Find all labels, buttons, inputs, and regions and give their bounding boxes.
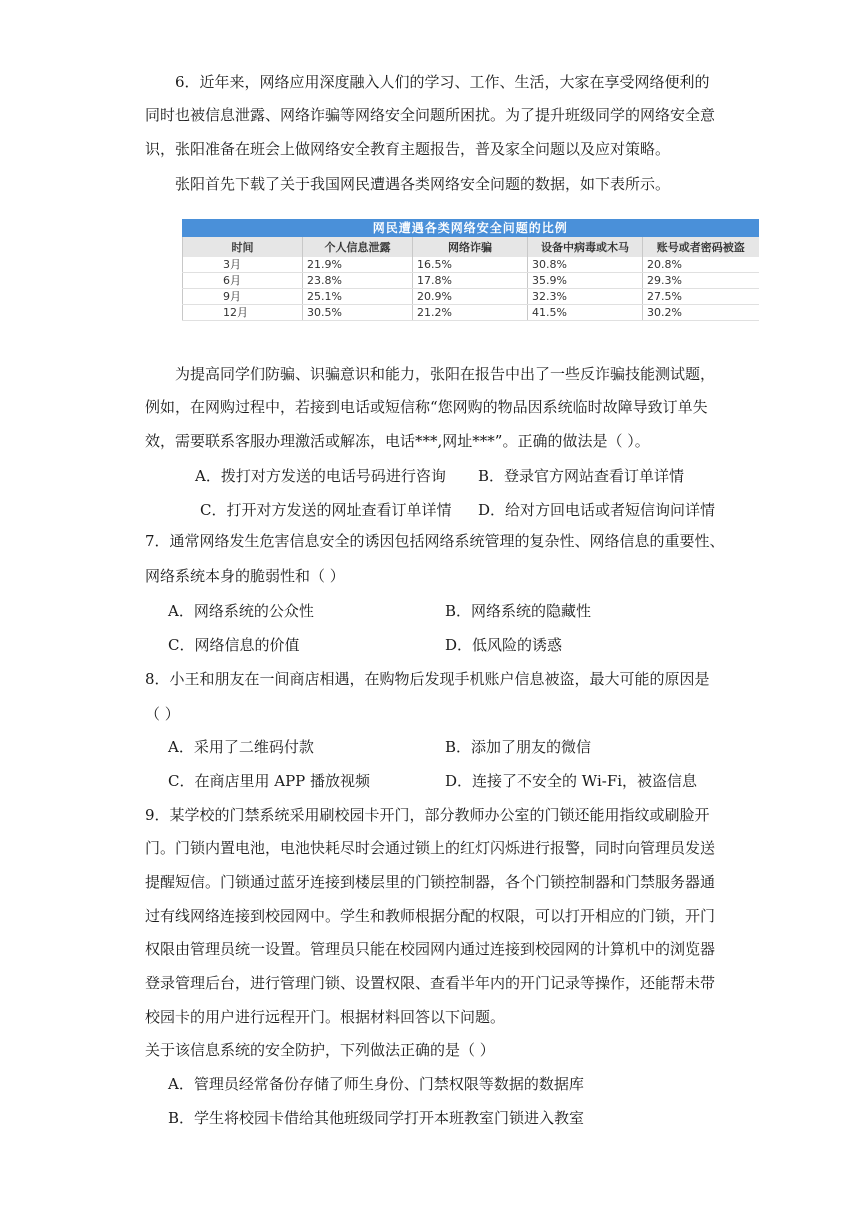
table-cell: 21.2% [413, 305, 528, 321]
table-cell: 23.8% [303, 273, 413, 289]
table-header-cell: 账号或者密码被盗 [643, 237, 759, 257]
table-cell: 25.1% [303, 289, 413, 305]
q8-option-a[interactable]: A．采用了二维码付款 [168, 738, 314, 756]
table-cell: 29.3% [643, 273, 759, 289]
table-cell: 30.8% [528, 257, 643, 273]
q7-option-d[interactable]: D．低风险的诱惑 [445, 636, 563, 654]
table-header-cell: 设备中病毒或木马 [528, 237, 643, 257]
table-cell: 9月 [183, 289, 303, 305]
table-header-cell: 网络诈骗 [413, 237, 528, 257]
q6-option-b[interactable]: B．登录官方网站查看订单详情 [478, 467, 685, 485]
q6-question-line-2: 例如，在网购过程中，若接到电话或短信称“您网购的物品因系统临时故障导致订单失 [145, 398, 708, 416]
security-issues-table [182, 219, 759, 321]
q8-option-b[interactable]: B．添加了朋友的微信 [445, 738, 592, 756]
table-header-row [183, 237, 759, 257]
table-row [183, 305, 759, 321]
table-cell: 20.8% [643, 257, 759, 273]
table-cell: 6月 [183, 273, 303, 289]
table-cell: 20.9% [413, 289, 528, 305]
q8-option-c[interactable]: C．在商店里用 APP 播放视频 [168, 772, 371, 790]
q8-stem-line-2: （ ） [145, 705, 180, 723]
q6-question-line-3: 效，需要联系客服办理激活或解冻，电话***,网址***”。正确的做法是（ ）。 [145, 432, 650, 450]
q9-stem-line-4: 过有线网络连接到校园网中。学生和教师根据分配的权限，可以打开相应的门锁，开门 [145, 907, 716, 925]
q9-stem-line-1: 9．某学校的门禁系统采用刷校园卡开门，部分教师办公室的门锁还能用指纹或刷脸开 [145, 806, 710, 824]
q7-stem-line-1: 7．通常网络发生危害信息安全的诱因包括网络系统管理的复杂性、网络信息的重要性、 [145, 532, 725, 550]
q9-stem-line-3: 提醒短信。门锁通过蓝牙连接到楼层里的门锁控制器，各个门锁控制器和门禁服务器通 [145, 873, 716, 891]
table-cell: 35.9% [528, 273, 643, 289]
q8-stem-line-1: 8．小王和朋友在一间商店相遇，在购物后发现手机账户信息被盗，最大可能的原因是 [145, 670, 710, 688]
q7-option-b[interactable]: B．网络系统的隐藏性 [445, 602, 592, 620]
q6-option-d[interactable]: D．给对方回电话或者短信询问详情 [478, 501, 716, 519]
q8-option-d[interactable]: D．连接了不安全的 Wi-Fi，被盗信息 [445, 772, 698, 790]
table-cell: 32.3% [528, 289, 643, 305]
table-row [183, 289, 759, 305]
table-cell: 41.5% [528, 305, 643, 321]
q9-stem-line-2: 门。门锁内置电池，电池快耗尽时会通过锁上的红灯闪烁进行报警，同时向管理员发送 [145, 839, 716, 857]
table-cell: 16.5% [413, 257, 528, 273]
table-caption: 网民遭遇各类网络安全问题的比例 [182, 219, 759, 237]
q9-stem-line-5: 权限由管理员统一设置。管理员只能在校园网内通过连接到校园网的计算机中的浏览器 [145, 940, 716, 958]
q9-stem-line-8: 关于该信息系统的安全防护，下列做法正确的是（ ） [145, 1041, 495, 1059]
q6-intro-line-2: 同时也被信息泄露、网络诈骗等网络安全问题所困扰。为了提升班级同学的网络安全意 [145, 106, 716, 124]
q9-option-a[interactable]: A．管理员经常备份存储了师生身份、门禁权限等数据的数据库 [168, 1075, 584, 1093]
q6-option-c[interactable]: C．打开对方发送的网址查看订单详情 [200, 501, 452, 519]
q7-stem-line-2: 网络系统本身的脆弱性和（ ） [145, 567, 345, 585]
table-cell: 27.5% [643, 289, 759, 305]
table-cell: 30.2% [643, 305, 759, 321]
q6-question-line-1: 为提高同学们防骗、识骗意识和能力，张阳在报告中出了一些反诈骗技能测试题， [175, 365, 716, 383]
q7-option-a[interactable]: A．网络系统的公众性 [168, 602, 314, 620]
q7-option-c[interactable]: C．网络信息的价值 [168, 636, 300, 654]
q6-intro-line-1: 6．近年来，网络应用深度融入人们的学习、工作、生活，大家在享受网络便利的 [175, 73, 710, 91]
table-cell: 21.9% [303, 257, 413, 273]
table-header-cell: 时间 [183, 237, 303, 257]
q6-option-a[interactable]: A．拨打对方发送的电话号码进行咨询 [195, 467, 446, 485]
table-row [183, 257, 759, 273]
q6-intro-line-4: 张阳首先下载了关于我国网民遭遇各类网络安全问题的数据，如下表所示。 [175, 175, 671, 193]
q9-option-b[interactable]: B．学生将校园卡借给其他班级同学打开本班教室门锁进入教室 [168, 1109, 585, 1127]
table-cell: 12月 [183, 305, 303, 321]
q9-stem-line-6: 登录管理后台，进行管理门锁、设置权限、查看半年内的开门记录等操作，还能帮未带 [145, 974, 716, 992]
q9-stem-line-7: 校园卡的用户进行远程开门。根据材料回答以下问题。 [145, 1008, 506, 1026]
table-cell: 3月 [183, 257, 303, 273]
table-row [183, 273, 759, 289]
table-cell: 30.5% [303, 305, 413, 321]
table-header-cell: 个人信息泄露 [303, 237, 413, 257]
table-cell: 17.8% [413, 273, 528, 289]
q6-intro-line-3: 识，张阳准备在班会上做网络安全教育主题报告，普及家全问题以及应对策略。 [145, 140, 671, 158]
